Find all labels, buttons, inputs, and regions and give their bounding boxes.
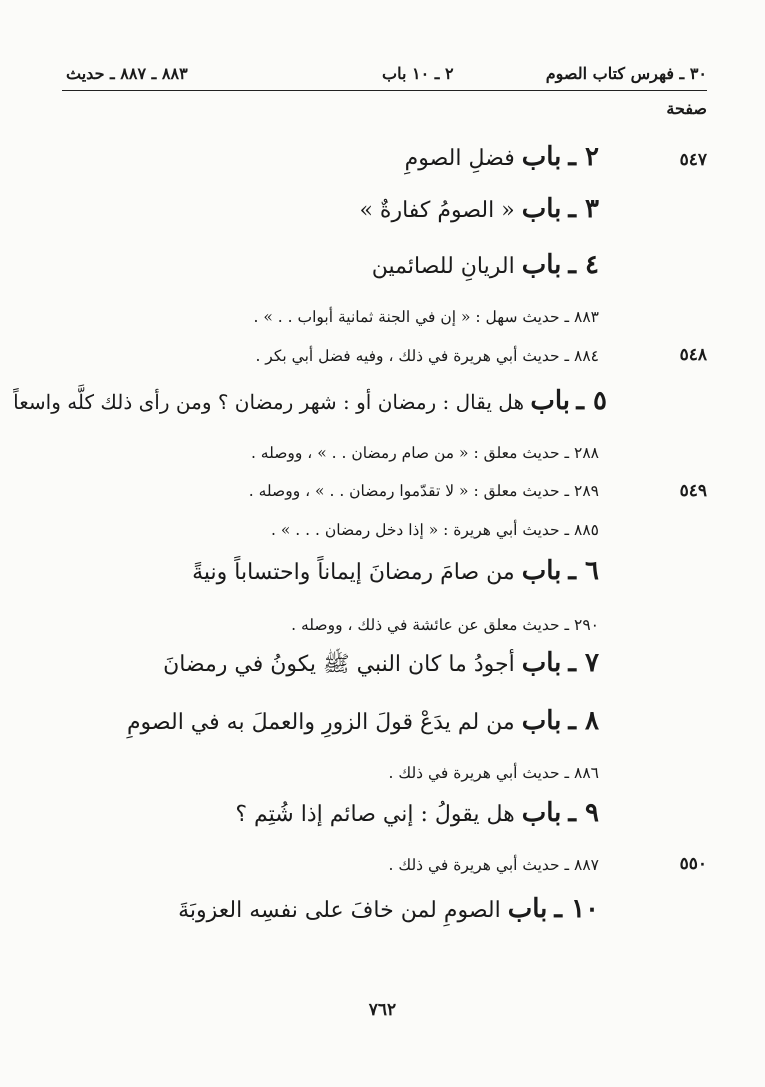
page-number: ٧٦٢ bbox=[368, 1000, 397, 1020]
chapter-bab-word: باب bbox=[521, 798, 562, 828]
entry-text bbox=[235, 798, 599, 828]
entry-page-number: ٥٤٨ bbox=[679, 345, 707, 365]
chapter-title: من صامَ رمضانَ إيماناً واحتساباً ونيةً bbox=[192, 560, 515, 585]
chapter-number: ٧ ـ bbox=[568, 648, 599, 678]
entry-page-number: ٥٥٠ bbox=[679, 854, 707, 874]
hadith-text: ٢٩٠ ـ حديث معلق عن عائشة في ذلك ، ووصله . bbox=[291, 616, 599, 634]
entry-text bbox=[178, 894, 599, 924]
chapter-number: ٣ ـ bbox=[568, 194, 599, 224]
chapter-number: ٨ ـ bbox=[568, 706, 599, 736]
chapter-number: ٥ ـ bbox=[576, 386, 607, 416]
chapter-bab-word: باب bbox=[530, 386, 570, 416]
chapter-bab-word: باب bbox=[521, 142, 562, 172]
running-header bbox=[62, 60, 707, 91]
entry-text bbox=[13, 386, 607, 416]
chapter-number: ٩ ـ bbox=[568, 798, 599, 828]
chapter-title: هل يقال : رمضان أو : شهر رمضان ؟ ومن رأى ذلك كلَّه واسعاً bbox=[13, 390, 524, 414]
chapter-title: أجودُ ما كان النبي ﷺ يكونُ في رمضانَ bbox=[163, 652, 515, 677]
chapter-title: فضلِ الصومِ bbox=[404, 146, 515, 171]
chapter-bab-word: باب bbox=[521, 556, 562, 586]
chapter-title: « الصومُ كفارةٌ » bbox=[359, 198, 515, 223]
chapter-title: من لم يدَعْ قولَ الزورِ والعملَ به في الصومِ bbox=[126, 710, 515, 735]
chapter-number: ١٠ ـ bbox=[554, 894, 599, 924]
entry-page-number: ٥٤٧ bbox=[679, 150, 707, 170]
chapter-bab-word: باب bbox=[507, 894, 548, 924]
entry-text bbox=[127, 706, 599, 736]
hadith-text: ٨٨٧ ـ حديث أبي هريرة في ذلك . bbox=[388, 856, 599, 874]
chapter-number: ٤ ـ bbox=[568, 250, 599, 280]
chapter-title: الصومِ لمن خافَ على نفسِه العزوبَةَ bbox=[178, 898, 501, 923]
hadith-text: ٢٨٨ ـ حديث معلق : « من صام رمضان . . » ، ووصله . bbox=[250, 444, 599, 462]
header-bab-range: ٢ ـ ١٠ باب bbox=[382, 64, 454, 83]
chapter-title: الريانِ للصائمين bbox=[371, 254, 515, 279]
chapter-bab-word: باب bbox=[521, 648, 562, 678]
entry-text bbox=[372, 250, 599, 280]
hadith-text: ٢٨٩ ـ حديث معلق : « لا تقدّموا رمضان . . » ، ووصله . bbox=[248, 482, 599, 500]
entry-text bbox=[163, 648, 599, 682]
chapter-number: ٦ ـ bbox=[568, 556, 599, 586]
chapter-bab-word: باب bbox=[521, 250, 562, 280]
entry-page-number: ٥٤٩ bbox=[679, 481, 707, 501]
hadith-text: ٨٨٥ ـ حديث أبي هريرة : « إذا دخل رمضان . . . » . bbox=[271, 521, 599, 539]
entry-text bbox=[192, 556, 599, 586]
entry-text bbox=[359, 194, 599, 224]
chapter-bab-word: باب bbox=[521, 194, 562, 224]
chapter-number: ٢ ـ bbox=[568, 142, 599, 172]
page-column-label: صفحة bbox=[666, 99, 707, 118]
hadith-text: ٨٨٣ ـ حديث سهل : « إن في الجنة ثمانية أبواب . . » . bbox=[253, 308, 599, 326]
header-chapter-title: ٣٠ ـ فهرس كتاب الصوم bbox=[545, 64, 707, 83]
header-hadith-range: ٨٨٣ ـ ٨٨٧ ـ حديث bbox=[66, 64, 188, 83]
hadith-text: ٨٨٦ ـ حديث أبي هريرة في ذلك . bbox=[388, 764, 599, 782]
hadith-text: ٨٨٤ ـ حديث أبي هريرة في ذلك ، وفيه فضل أبي بكر . bbox=[255, 347, 599, 365]
entry-text bbox=[405, 142, 599, 172]
chapter-bab-word: باب bbox=[521, 706, 562, 736]
chapter-title: هل يقولُ : إني صائم إذا شُتِم ؟ bbox=[235, 802, 515, 827]
